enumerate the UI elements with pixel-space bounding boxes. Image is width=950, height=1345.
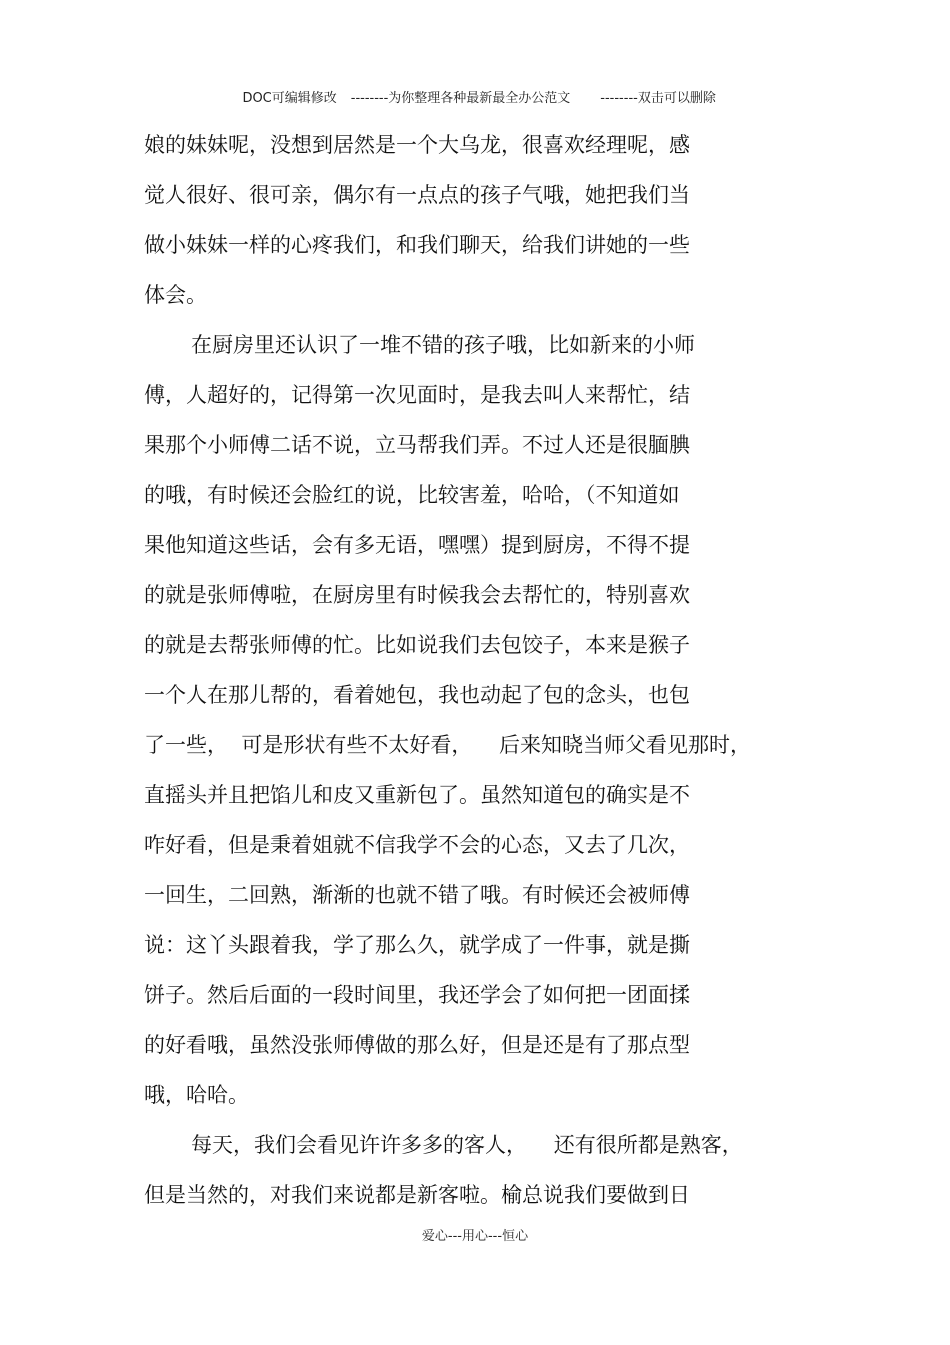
- page-header: [0, 72, 950, 108]
- text-line: 咋好看，但是秉着姐就不信我学不会的心态，又去了几次，: [144, 833, 690, 857]
- page-footer: 爱心---用心---恒心: [421, 1229, 529, 1244]
- text-line: 娘的妹妹呢，没想到居然是一个大乌龙，很喜欢经理呢，感: [144, 133, 690, 157]
- text-line: 哦，哈哈。: [144, 1083, 249, 1107]
- text-line: 傅，人超好的，记得第一次见面时，是我去叫人来帮忙，结: [144, 383, 690, 407]
- text-line: 的就是张师傅啦，在厨房里有时候我会去帮忙的，特别喜欢: [144, 583, 690, 607]
- text-line: 觉人很好、很可亲，偶尔有一点点的孩子气哦，她把我们当: [144, 183, 690, 207]
- header-description: --------为你整理各种最新最全办公范文: [350, 91, 571, 106]
- document-body: [144, 120, 824, 1220]
- text-line: 一回生，二回熟，渐渐的也就不错了哦。有时候还会被师傅: [144, 883, 690, 907]
- paragraph-start-line: 在厨房里还认识了一堆不错的孩子哦，比如新来的小师: [191, 333, 695, 357]
- text-line: 一个人在那儿帮的，看着她包，我也动起了包的念头，也包: [144, 683, 690, 707]
- text-line: 做小妹妹一样的心疼我们，和我们聊天，给我们讲她的一些: [144, 233, 690, 257]
- text-line: 说：这丫头跟着我，学了那么久，就学成了一件事，就是撕: [144, 933, 690, 957]
- text-line: 果那个小师傅二话不说，立马帮我们弄。不过人还是很腼腆: [144, 433, 690, 457]
- text-line: 饼子。然后后面的一段时间里，我还学会了如何把一团面揉: [144, 983, 690, 1007]
- header-doc-label: DOC可编辑修改: [242, 91, 337, 106]
- text-line: 了一些， 可是形状有些不太好看， 后来知晓当师父看见那时，: [144, 733, 752, 757]
- text-line: 的哦，有时候还会脸红的说，比较害羞，哈哈，（不知道如: [144, 483, 680, 507]
- text-line: 果他知道这些话，会有多无语，嘿嘿）提到厨房，不得不提: [144, 533, 690, 557]
- paragraph-start-line: 每天，我们会看见许许多多的客人， 还有很所都是熟客，: [191, 1133, 743, 1157]
- text-line: 直摇头并且把馅儿和皮又重新包了。虽然知道包的确实是不: [144, 783, 690, 807]
- header-delete-hint: --------双击可以删除: [600, 91, 716, 106]
- text-line: 体会。: [144, 283, 207, 307]
- text-line: 的就是去帮张师傅的忙。比如说我们去包饺子，本来是猴子: [144, 633, 690, 657]
- text-line: 的好看哦，虽然没张师傅做的那么好，但是还是有了那点型: [144, 1033, 690, 1057]
- text-line: 但是当然的，对我们来说都是新客啦。榆总说我们要做到日: [144, 1183, 690, 1207]
